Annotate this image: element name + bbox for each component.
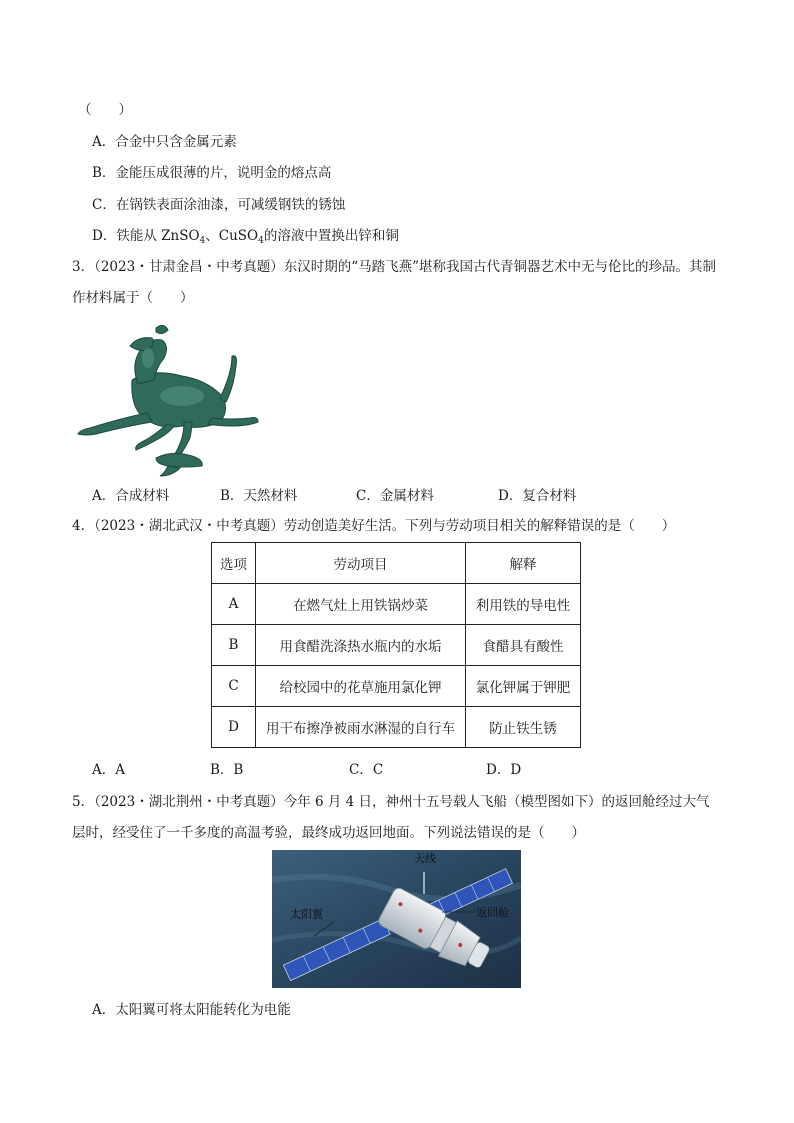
- table-header-explanation: 解释: [466, 543, 581, 584]
- q2-option-a: A．合金中只含金属元素: [92, 134, 237, 150]
- label-antenna: 天线: [414, 852, 436, 865]
- q3-stem-line1: 3．（2023・甘肃金昌・中考真题）东汉时期的“马踏飞燕”堪称我国古代青铜器艺术中无与伦比的珍品。其制: [72, 259, 716, 275]
- table-header-project: 劳动项目: [256, 543, 466, 584]
- table-header-option: 选项: [212, 543, 256, 584]
- q2-option-d: D．铁能从 ZnSO$_4$、CuSO$_4$的溶液中置换出锌和铜: [92, 228, 399, 246]
- bronze-horse-image: [72, 318, 262, 478]
- table-cell: 防止铁生锈: [466, 707, 581, 748]
- q3-option-a: A．合成材料: [92, 488, 170, 504]
- q4-stem: 4．（2023・湖北武汉・中考真题）劳动创造美好生活。下列与劳动项目相关的解释错误的是（ ）: [72, 518, 676, 534]
- q5-stem-line1: 5．（2023・湖北荆州・中考真题）今年 6 月 4 日，神州十五号载人飞船（模型图如下）的返回舱经过大气: [72, 794, 710, 810]
- table-header-row: [212, 543, 581, 584]
- table-row: [212, 584, 581, 625]
- table-cell: 氯化钾属于钾肥: [466, 666, 581, 707]
- q3-option-d: D．复合材料: [498, 488, 577, 504]
- table-cell: B: [212, 625, 256, 666]
- table-cell: C: [212, 666, 256, 707]
- q5-option-a: A．太阳翼可将太阳能转化为电能: [92, 1002, 291, 1018]
- q2-bracket: （ ）: [78, 102, 132, 118]
- q3-option-b: B．天然材料: [220, 488, 298, 504]
- spacecraft-image: [272, 850, 521, 988]
- table-cell: 给校园中的花草施用氯化钾: [256, 666, 466, 707]
- q5-stem-line2: 层时，经受住了一千多度的高温考验，最终成功返回地面。下列说法错误的是（ ）: [72, 825, 585, 841]
- table-cell: 利用铁的导电性: [466, 584, 581, 625]
- table-row: [212, 625, 581, 666]
- table-cell: 在燃气灶上用铁锅炒菜: [256, 584, 466, 625]
- q4-option-a: A．A: [92, 762, 125, 778]
- table-cell: 食醋具有酸性: [466, 625, 581, 666]
- label-return-capsule: 返回舱: [476, 906, 509, 919]
- table-cell: 用干布擦净被雨水淋湿的自行车: [256, 707, 466, 748]
- q2-option-c: C．在锅铁表面涂油漆，可减缓钢铁的锈蚀: [92, 197, 346, 213]
- q2-option-b: B．金能压成很薄的片，说明金的熔点高: [92, 165, 332, 181]
- q4-option-b: B．B: [210, 762, 244, 778]
- q4-option-d: D．D: [486, 762, 522, 778]
- table-cell: D: [212, 707, 256, 748]
- table-cell: 用食醋洗涤热水瓶内的水垢: [256, 625, 466, 666]
- table-row: [212, 707, 581, 748]
- label-solar-wing: 太阳翼: [290, 908, 323, 921]
- q4-option-c: C．C: [349, 762, 384, 778]
- table-cell: A: [212, 584, 256, 625]
- labor-table: [211, 542, 581, 748]
- table-row: [212, 666, 581, 707]
- q3-option-c: C．金属材料: [356, 488, 434, 504]
- q3-stem-line2: 作材料属于（ ）: [72, 290, 194, 306]
